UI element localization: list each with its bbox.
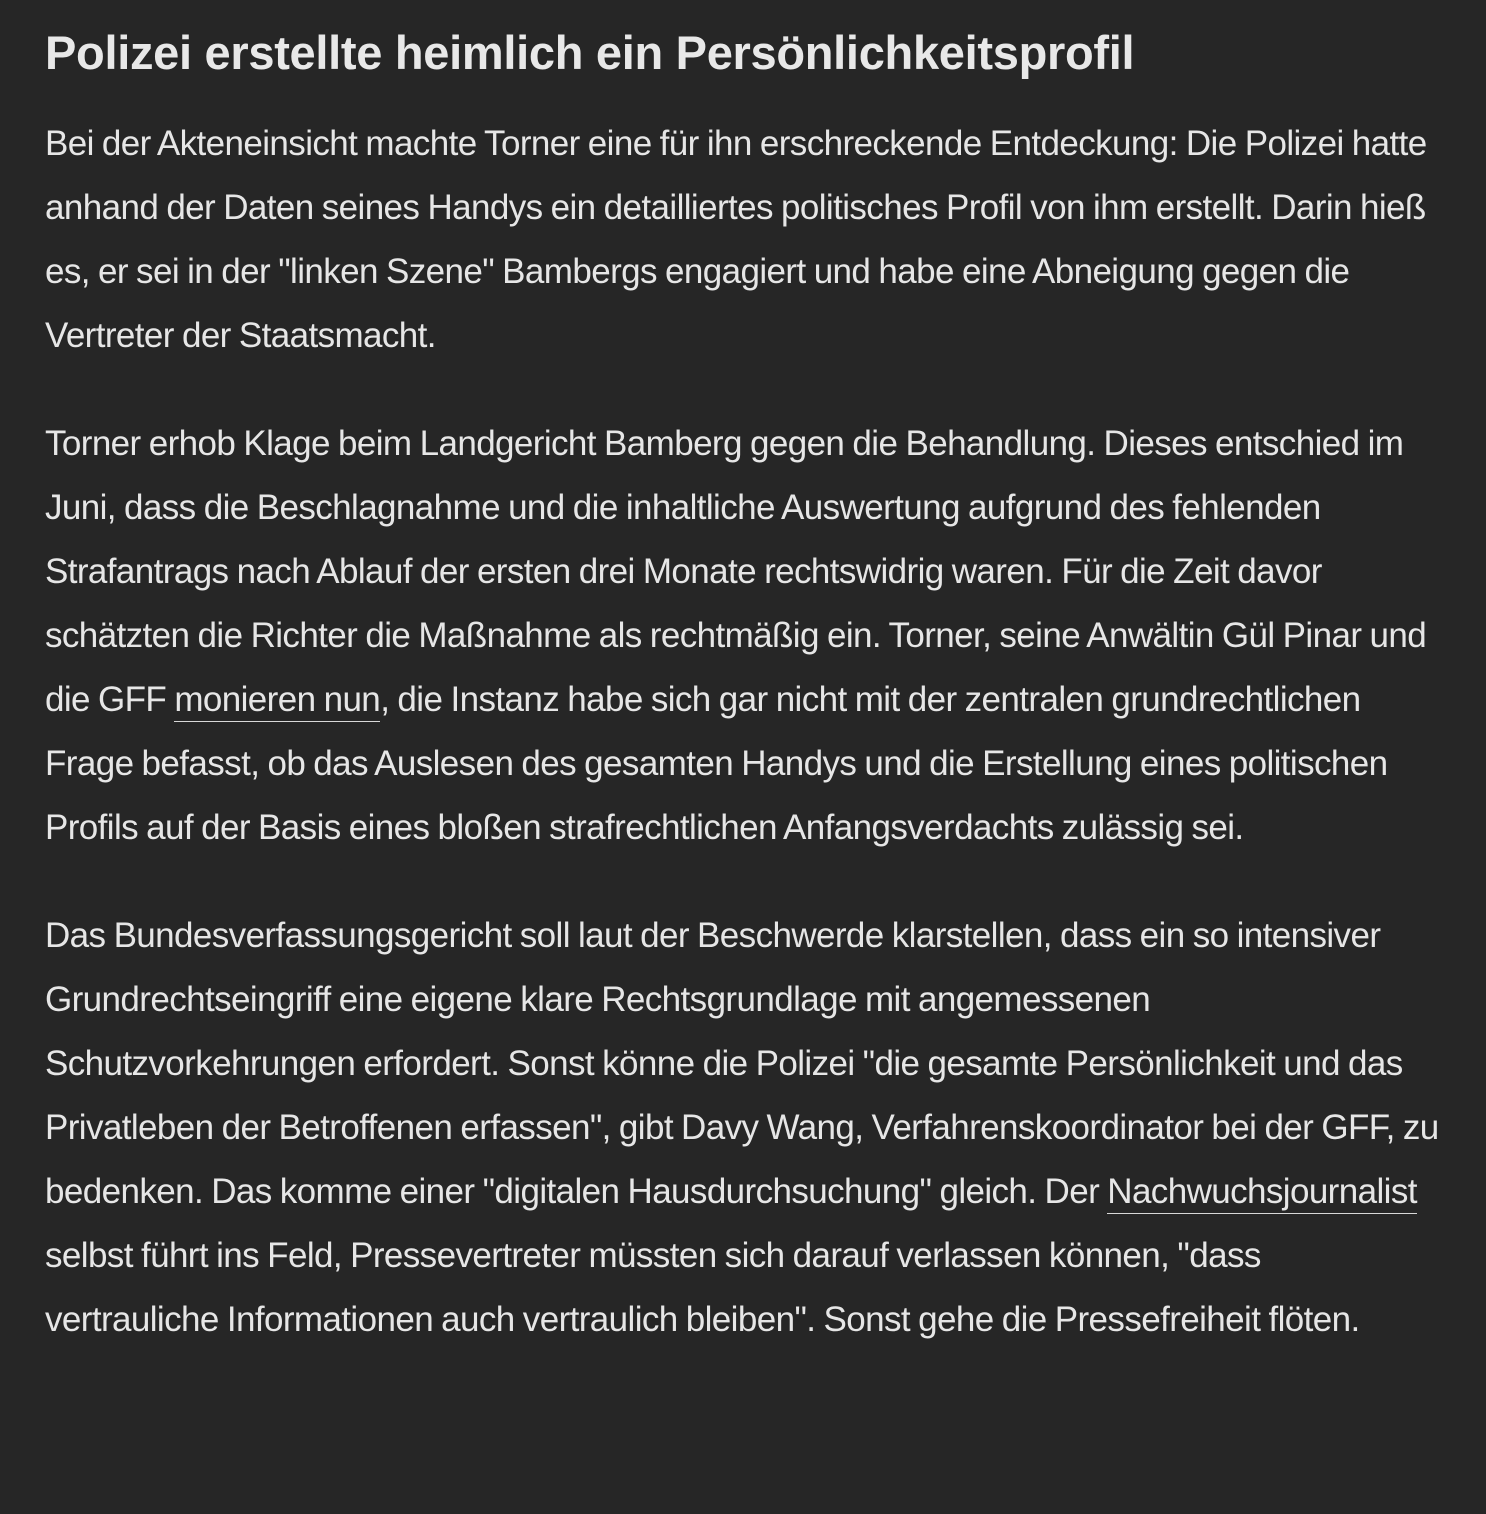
paragraph-1-text: Bei der Akteneinsicht machte Torner eine für ihn erschreckende Entdeckung: Die Polizei hatte anhand der Daten seines Handys ein detailliertes politisches Profil von ihm erstellt. Darin hieß es, er sei in der "linken Szene" Bambergs engagiert und habe eine Abneigung gegen die Vertreter der Staatsmacht. <box>45 124 1427 355</box>
paragraph-1 <box>45 112 1442 368</box>
paragraph-3 <box>45 904 1442 1352</box>
paragraph-3-text-after: selbst führt ins Feld, Pressevertreter müssten sich darauf verlassen können, "dass vertrauliche Informationen auch vertraulich bleiben". Sonst gehe die Pressefreiheit flöten. <box>45 1236 1360 1339</box>
paragraph-2 <box>45 412 1442 860</box>
section-heading: Polizei erstellte heimlich ein Persönlichkeitsprofil <box>45 26 1135 79</box>
paragraph-3-text-before: Das Bundesverfassungsgericht soll laut der Beschwerde klarstellen, dass ein so intensiver Grundrechtseingriff eine eigene klare Rechtsgrundlage mit angemessenen Schutzvorkehrungen erfordert. Sonst könne die Polizei "die gesamte Persönlichkeit und das Privatleben der Betroffenen erfassen", gibt Davy Wang, Verfahrenskoordinator bei der GFF, zu bedenken. Das komme einer "digitalen Hausdurchsuchung" gleich. Der <box>45 916 1439 1211</box>
link-monieren-nun[interactable]: monieren nun <box>174 680 380 722</box>
paragraph-2-text-after: , die Instanz habe sich gar nicht mit der zentralen grundrechtlichen Frage befasst, ob das Auslesen des gesamten Handys und die Erstellung eines politischen Profils auf der Basis eines bloßen strafrechtlichen Anfangsverdachts zulässig sei. <box>45 680 1388 847</box>
link-nachwuchsjournalist[interactable]: Nachwuchsjournalist <box>1107 1172 1417 1214</box>
paragraph-2-text-before: Torner erhob Klage beim Landgericht Bamberg gegen die Behandlung. Dieses entschied im Juni, dass die Beschlagnahme und die inhaltliche Auswertung aufgrund des fehlenden Strafantrags nach Ablauf der ersten drei Monate rechtswidrig waren. Für die Zeit davor schätzten die Richter die Maßnahme als rechtmäßig ein. Torner, seine Anwältin Gül Pinar und die GFF <box>45 424 1427 719</box>
